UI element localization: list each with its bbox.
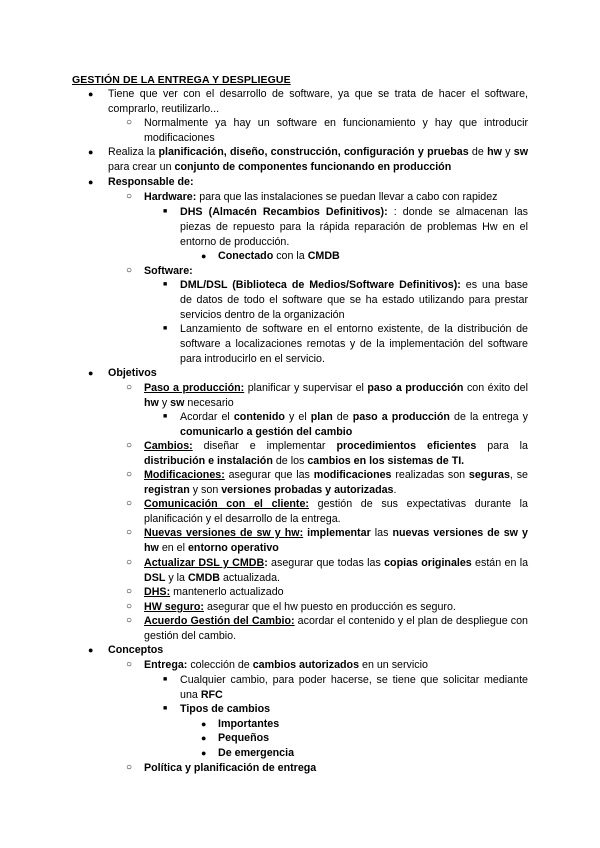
bullet-disc: ●	[88, 368, 94, 378]
conceptos-heading: Conceptos	[108, 644, 164, 656]
bullet-circle: ○	[126, 615, 133, 626]
cambios-item: Cambios: diseñar e implementar procedimientos eficientes para la distribución e instalación de los cambios en los sistemas de TI.	[144, 440, 528, 467]
tipo-importantes: Importantes	[218, 718, 280, 730]
nuevas-versiones-item: Nuevas versiones de sw y hw: implementar las nuevas versiones de sw y hw en el entorno operativo	[144, 527, 528, 554]
entrega-item: Entrega: colección de cambios autorizados en un servicio	[144, 659, 428, 671]
modificaciones-item: Modificaciones: asegurar que las modificaciones realizadas son seguras, se registran y son versiones probadas y autorizadas.	[144, 469, 528, 496]
acordar-item: Acordar el contenido y el plan de paso a producción de la entrega y comunicarlo a gestión del cambio	[180, 411, 528, 438]
bullet-circle: ○	[126, 659, 133, 670]
responsable-heading: Responsable de:	[108, 176, 194, 188]
bullet-disc: ●	[201, 251, 207, 261]
bullet-circle: ○	[126, 498, 133, 509]
comunicacion-item: Comunicación con el cliente: gestión de sus expectativas durante la planificación y el desarrollo de la entrega.	[144, 498, 529, 525]
bullet-disc: ●	[201, 733, 207, 743]
paso-produccion-item: Paso a producción: planificar y supervisar el paso a producción con éxito del hw y sw necesario	[144, 382, 528, 409]
objetivos-heading: Objetivos	[108, 367, 157, 379]
bullet-disc: ●	[201, 719, 207, 729]
realiza-paragraph: Realiza la planificación, diseño, construcción, configuración y pruebas de hw y sw para crear un conjunto de componentes funcionando en producción	[108, 146, 529, 173]
bullet-disc: ●	[88, 177, 94, 187]
bullet-square: ■	[163, 705, 168, 712]
bullet-disc: ●	[88, 89, 94, 99]
conectado-item: Conectado con la CMDB	[218, 250, 340, 262]
dhs-item: DHS (Almacén Recambios Definitivos): : donde se almacenan las piezas de repuesto para la rápida reparación de problemas Hw en el entorno de producción.	[180, 206, 528, 248]
software-item: Software:	[144, 265, 193, 277]
bullet-disc: ●	[88, 147, 94, 157]
bullet-circle: ○	[126, 265, 133, 276]
bullet-square: ■	[163, 676, 168, 683]
bullet-disc: ●	[88, 645, 94, 655]
bullet-circle: ○	[126, 191, 133, 202]
cualquier-cambio-item: Cualquier cambio, para poder hacerse, se tiene que solicitar mediante una RFC	[180, 674, 528, 701]
lanzamiento-item: Lanzamiento de software en el entorno existente, de la distribución de software a localizaciones remotas y de la implementación del software para introducirlo en el servicio.	[180, 323, 528, 365]
dhs-objetivo-item: DHS: mantenerlo actualizado	[144, 586, 284, 598]
dml-item: DML/DSL (Biblioteca de Medios/Software Definitivos): es una base de datos de todo el software que se ha estado utilizando para prestar servicios dentro de la organización	[180, 279, 528, 321]
bullet-circle: ○	[126, 469, 133, 480]
hw-seguro-item: HW seguro: asegurar que el hw puesto en producción es seguro.	[144, 601, 456, 613]
actualizar-item: Actualizar DSL y CMDB: asegurar que todas las copias originales están en la DSL y la CMDB actualizada.	[144, 557, 529, 584]
tipo-pequenos: Pequeños	[218, 732, 270, 744]
bullet-square: ■	[163, 281, 168, 288]
intro-subtext: Normalmente ya hay un software en funcionamiento y hay que introducir modificaciones	[144, 117, 528, 144]
bullet-square: ■	[163, 325, 168, 332]
bullet-circle: ○	[126, 601, 133, 612]
bullet-circle: ○	[126, 440, 133, 451]
bullet-circle: ○	[126, 586, 133, 597]
bullet-circle: ○	[126, 557, 133, 568]
bullet-disc: ●	[201, 748, 207, 758]
intro-text: Tiene que ver con el desarrollo de software, ya que se trata de hacer el software, comprarlo, reutilizarlo...	[108, 88, 528, 115]
bullet-square: ■	[163, 413, 168, 420]
page-title: GESTIÓN DE LA ENTREGA Y DESPLIEGUE	[72, 74, 291, 86]
tipo-emergencia: De emergencia	[218, 747, 295, 759]
bullet-square: ■	[163, 208, 168, 215]
politica-item: Política y planificación de entrega	[144, 762, 317, 774]
acuerdo-cambio-item: Acuerdo Gestión del Cambio: acordar el contenido y el plan de despliegue con gestión del cambio.	[144, 615, 528, 642]
hardware-item: Hardware: para que las instalaciones se puedan llevar a cabo con rapidez	[144, 191, 498, 203]
bullet-circle: ○	[126, 382, 133, 393]
tipos-cambios-item: Tipos de cambios	[180, 703, 271, 715]
bullet-circle: ○	[126, 117, 133, 128]
bullet-circle: ○	[126, 762, 133, 773]
bullet-circle: ○	[126, 527, 133, 538]
